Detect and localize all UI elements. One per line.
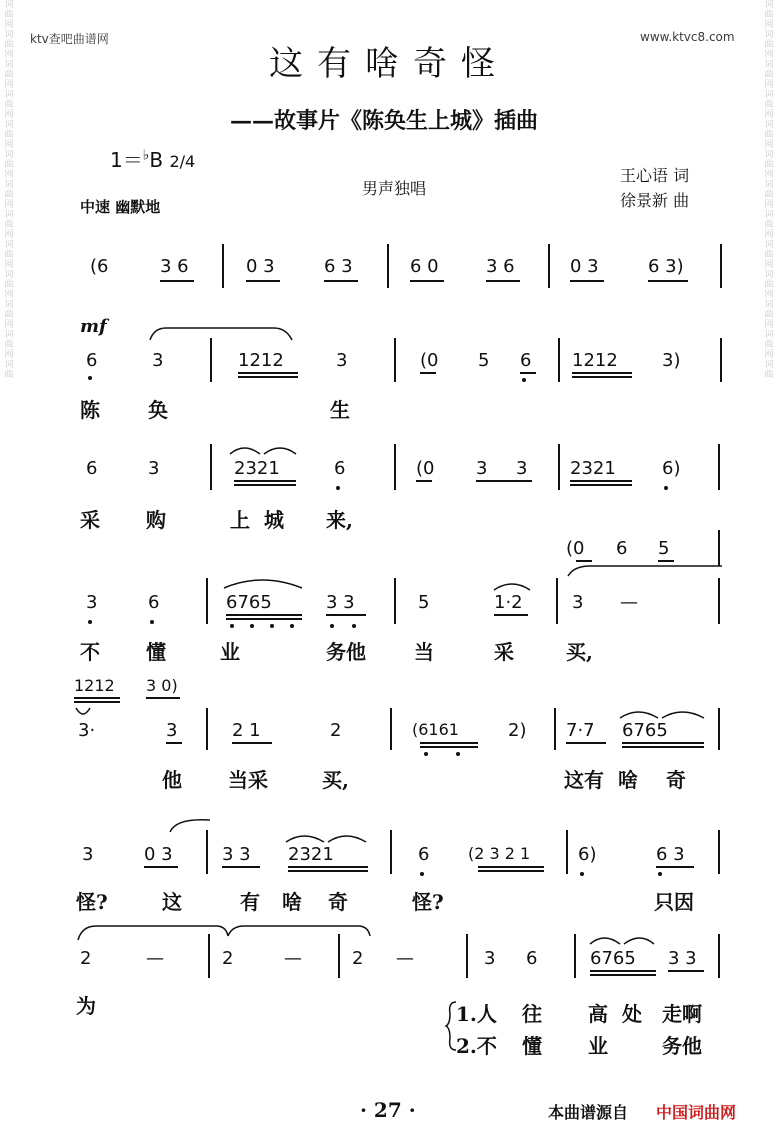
song-title: 这有啥奇怪 [269,44,509,84]
octave-dot [88,376,92,380]
side-watermark-char: 曲 [4,310,14,320]
lyric: 务他 [326,640,366,664]
page-number: · 27 · [360,1098,416,1122]
note: 6 [520,350,532,371]
note: 5 [418,592,430,613]
side-watermark-char: 曲 [4,280,14,290]
note: 3 [82,844,94,865]
barline [720,338,722,382]
side-watermark-char: 曲 [764,280,774,290]
side-watermark-char: 曲 [4,160,14,170]
barline [390,708,392,750]
lyricist-credit: 王心语 词 [620,166,690,185]
side-watermark-char: 网 [764,260,774,270]
beam [570,480,632,482]
verse-lyric: 高 [588,1002,608,1026]
note: 2 [352,948,364,969]
beam [226,614,302,616]
note: 6765 [226,592,272,613]
beam [226,618,302,620]
note: 2321 [234,458,280,479]
note: 3 3 [326,592,355,613]
note: 6 [418,844,430,865]
note: 3) [662,350,681,371]
octave-dot [522,378,526,382]
barline [718,830,720,874]
beam [420,742,478,744]
beam [478,866,544,868]
beam [144,866,178,868]
barline [208,934,210,978]
note: 3 [86,592,98,613]
beam [656,866,694,868]
beam [494,614,528,616]
beam [288,866,368,868]
side-watermark-char: 曲 [764,130,774,140]
note: 6 [148,592,160,613]
barline [566,830,568,874]
barline [222,244,224,288]
side-watermark-char: 词 [764,240,774,250]
note: (6 [90,256,109,277]
note: 0 3 [144,844,173,865]
side-watermark-char: 曲 [764,250,774,260]
barline [390,830,392,874]
lyric: 怪? [76,890,108,914]
beam [324,280,358,282]
beam [572,372,632,374]
performance-type: 男声独唱 [362,179,427,198]
beam [622,742,704,744]
beam [74,697,120,699]
note: 3 3 [222,844,251,865]
beam [234,480,296,482]
source-brand: 中国词曲网 [656,1103,737,1122]
side-watermark-char: 网 [4,290,14,300]
barline [718,708,720,750]
side-watermark-char: 曲 [4,370,14,380]
barline [718,578,720,624]
note: (0 [420,350,439,371]
side-watermark-char: 词 [4,150,14,160]
lyric: 为 [76,994,96,1018]
note: 3 6 [486,256,515,277]
side-watermark-char: 词 [4,270,14,280]
side-watermark-char: 网 [4,20,14,30]
side-watermark-char: 曲 [4,250,14,260]
barline [558,338,560,382]
note: — [620,592,638,613]
note: 6 [526,948,538,969]
beam [476,480,532,482]
side-watermark-char: 网 [764,80,774,90]
barline [574,934,576,978]
slur [588,932,658,946]
lyric: 陈 [80,398,100,422]
note: 6 0 [410,256,439,277]
side-watermark-char: 曲 [4,340,14,350]
note: 6 3) [648,256,684,277]
side-watermark-char: 曲 [4,130,14,140]
side-watermark-char: 词 [4,210,14,220]
octave-dot [420,872,424,876]
side-watermark-char: 词 [764,90,774,100]
side-watermark-char: 曲 [764,70,774,80]
slur [228,442,300,456]
barline [394,338,396,382]
note: 1212 [74,676,115,695]
beam [288,870,368,872]
lyric: 采 [494,640,514,664]
side-watermark-char: 网 [4,260,14,270]
note: 3 [476,458,488,479]
note: 2 [330,720,342,741]
lyric: 这 [162,890,182,914]
side-watermark-char: 曲 [764,220,774,230]
lyric: 城 [264,508,284,532]
side-watermark-char: 词 [764,360,774,370]
note: 6765 [590,948,636,969]
beam [420,746,478,748]
side-watermark-char: 曲 [4,10,14,20]
beam [234,484,296,486]
beam [420,372,436,374]
barline [466,934,468,978]
watermark-left: ktv查吧曲谱网 [30,32,109,46]
slur [146,322,296,342]
side-watermark-char: 网 [764,230,774,240]
side-watermark-char: 词 [764,150,774,160]
beam [590,974,656,976]
note: 3 [166,720,178,741]
lyric: 不 [80,640,100,664]
lyric: 当 [414,640,434,664]
barline [548,244,550,288]
note: 3 [516,458,528,479]
barline [338,934,340,978]
side-watermark-char: 词 [764,30,774,40]
lyric: 这有 [564,768,604,792]
side-watermark-char: 网 [4,320,14,330]
octave-dot [352,624,356,628]
barline [556,578,558,624]
note: 0 3 [570,256,599,277]
octave-dot [290,624,294,628]
side-watermark-char: 网 [4,350,14,360]
song-subtitle: ——故事片《陈奂生上城》插曲 [230,108,539,134]
note: 6765 [622,720,668,741]
side-watermark-char: 网 [4,50,14,60]
tempo-marking: 中速 幽默地 [80,198,161,216]
note: 7·7 [566,720,595,741]
note: 3 3 [668,948,697,969]
side-watermark-char: 词 [4,120,14,130]
verse-lyric: 业 [588,1034,608,1058]
beam [246,280,280,282]
octave-dot [456,752,460,756]
side-watermark-char: 曲 [764,10,774,20]
note: 2 [80,948,92,969]
beam [416,480,432,482]
barline [718,530,720,566]
side-watermark-char: 网 [764,290,774,300]
beam [160,280,194,282]
side-watermark-char: 曲 [764,310,774,320]
note: 1·2 [494,592,523,613]
octave-dot [330,624,334,628]
octave-dot [250,624,254,628]
lyric: 买, [566,640,593,664]
beam [146,697,180,699]
note: (6161 [412,720,459,739]
octave-dot [270,624,274,628]
note: 6 [616,538,628,559]
barline [387,244,389,288]
beam [566,742,606,744]
note: 2 1 [232,720,261,741]
note: — [146,948,164,969]
octave-dot [580,872,584,876]
beam [222,866,260,868]
note: 3 [336,350,348,371]
side-watermark-char: 词 [4,60,14,70]
lyric: 有 [240,890,260,914]
note: 2 [222,948,234,969]
side-watermark-char: 网 [764,200,774,210]
beam [590,970,656,972]
verse-lyric: 务他 [662,1034,702,1058]
note: 2321 [570,458,616,479]
side-watermark-char: 词 [764,120,774,130]
lyric: 只因 [654,890,694,914]
watermark-right: www.ktvc8.com [640,30,735,44]
note: 6 [86,458,98,479]
lyric: 购 [146,508,166,532]
barline [206,708,208,750]
key-signature: 1＝♭B 2/4 [110,147,196,172]
verse-lyric: 往 [522,1002,542,1026]
side-watermark-char: 词 [4,180,14,190]
barline [718,934,720,978]
barline [210,338,212,382]
beam [570,280,604,282]
note: 2) [508,720,527,741]
side-watermark-char: 网 [764,320,774,330]
note: 3 [152,350,164,371]
note: 3· [78,720,96,741]
side-watermark-char: 词 [764,270,774,280]
note: 6) [578,844,597,865]
side-watermark-char: 曲 [764,100,774,110]
side-watermark-char: 词 [4,360,14,370]
barline [206,578,208,624]
beam [410,280,444,282]
note: 6 3 [324,256,353,277]
side-watermark-right [762,0,776,1147]
lyric: 懂 [146,640,166,664]
verse-lyric: 走啊 [662,1002,702,1026]
note: 3 0) [146,676,178,695]
side-watermark-char: 网 [4,80,14,90]
beam [478,870,544,872]
side-watermark-char: 词 [4,240,14,250]
slur [222,576,306,590]
side-watermark-char: 曲 [764,190,774,200]
barline [206,830,208,874]
barline [718,444,720,490]
lyric: 买, [322,768,349,792]
octave-dot [230,624,234,628]
note: 6) [662,458,681,479]
beam [232,742,272,744]
octave-dot [150,620,154,624]
side-watermark-char: 词 [764,180,774,190]
barline [554,708,556,750]
slur [492,578,532,592]
beam [668,970,704,972]
lyric: 当采 [228,768,268,792]
side-watermark-char: 网 [4,140,14,150]
side-watermark-char: 曲 [4,190,14,200]
dynamic-marking: mf [80,316,107,337]
note: (0 [566,538,585,559]
beam [572,376,632,378]
note: 6 [334,458,346,479]
side-watermark-char: 曲 [764,160,774,170]
barline [394,578,396,624]
lyric: 奇 [328,890,348,914]
octave-dot [424,752,428,756]
note: 3 [148,458,160,479]
lyric: 啥 [282,890,302,914]
beam [570,484,632,486]
side-watermark-char: 词 [764,330,774,340]
beam [486,280,520,282]
octave-dot [664,486,668,490]
slur [618,706,708,720]
lyric: 啥 [618,768,638,792]
source-label: 本曲谱源自 [548,1103,629,1122]
lyric: 采 [80,508,100,532]
lyric: 来, [326,508,353,532]
beam [238,372,298,374]
side-watermark-char: 网 [764,140,774,150]
side-watermark-char: 曲 [4,40,14,50]
verse-lyric: 2.不 [456,1034,497,1058]
lyric: 奇 [666,768,686,792]
note: (2 3 2 1 [468,844,531,863]
side-watermark-char: 网 [4,200,14,210]
note: 0 3 [246,256,275,277]
side-watermark-char: 词 [764,60,774,70]
barline [210,444,212,490]
lyric: 他 [162,768,182,792]
lyric: 生 [330,398,350,422]
beam [74,701,120,703]
side-watermark-char: 词 [4,90,14,100]
verse-lyric: 懂 [522,1034,542,1058]
side-watermark-char: 网 [764,20,774,30]
side-watermark-char: 网 [4,170,14,180]
note: 1212 [238,350,284,371]
verse-lyric: 1.人 [456,1002,497,1026]
side-watermark-char: 曲 [764,340,774,350]
octave-dot [336,486,340,490]
octave-dot [658,872,662,876]
side-watermark-char: 曲 [764,40,774,50]
barline [558,444,560,490]
note: 1212 [572,350,618,371]
lyric: 怪? [412,890,444,914]
side-watermark-char: 词 [764,0,774,10]
lyric: 奂 [148,398,168,422]
barline [394,444,396,490]
beam [520,372,536,374]
note: 5 [658,538,670,559]
side-watermark-char: 网 [764,350,774,360]
barline [720,244,722,288]
side-watermark-char: 曲 [4,70,14,80]
beam [622,746,704,748]
beam [326,614,366,616]
beam [238,376,298,378]
side-watermark-char: 词 [4,300,14,310]
note: (0 [416,458,435,479]
side-watermark-char: 词 [4,30,14,40]
composer-credit: 徐景新 曲 [620,191,690,210]
side-watermark-char: 网 [764,50,774,60]
slur [284,830,370,844]
side-watermark-char: 词 [764,210,774,220]
note: 3 [484,948,496,969]
octave-dot [88,620,92,624]
side-watermark-char: 词 [4,330,14,340]
tie [76,922,372,942]
note: 3 6 [160,256,189,277]
side-watermark-char: 曲 [4,220,14,230]
side-watermark-char: 网 [764,110,774,120]
slur [566,562,726,578]
side-watermark-left [2,0,16,1147]
side-watermark-char: 曲 [4,100,14,110]
side-watermark-char: 网 [764,170,774,180]
note: 3 [572,592,584,613]
side-watermark-char: 词 [764,300,774,310]
side-watermark-char: 词 [4,0,14,10]
note: 2321 [288,844,334,865]
beam [166,742,182,744]
side-watermark-char: 曲 [764,370,774,380]
note: 5 [478,350,490,371]
note: 6 3 [656,844,685,865]
side-watermark-char: 网 [4,110,14,120]
note: — [284,948,302,969]
note: 6 [86,350,98,371]
side-watermark-char: 网 [4,230,14,240]
note: — [396,948,414,969]
lyric: 上 [230,508,250,532]
beam [648,280,688,282]
lyric: 业 [220,640,240,664]
verse-lyric: 处 [622,1002,642,1026]
